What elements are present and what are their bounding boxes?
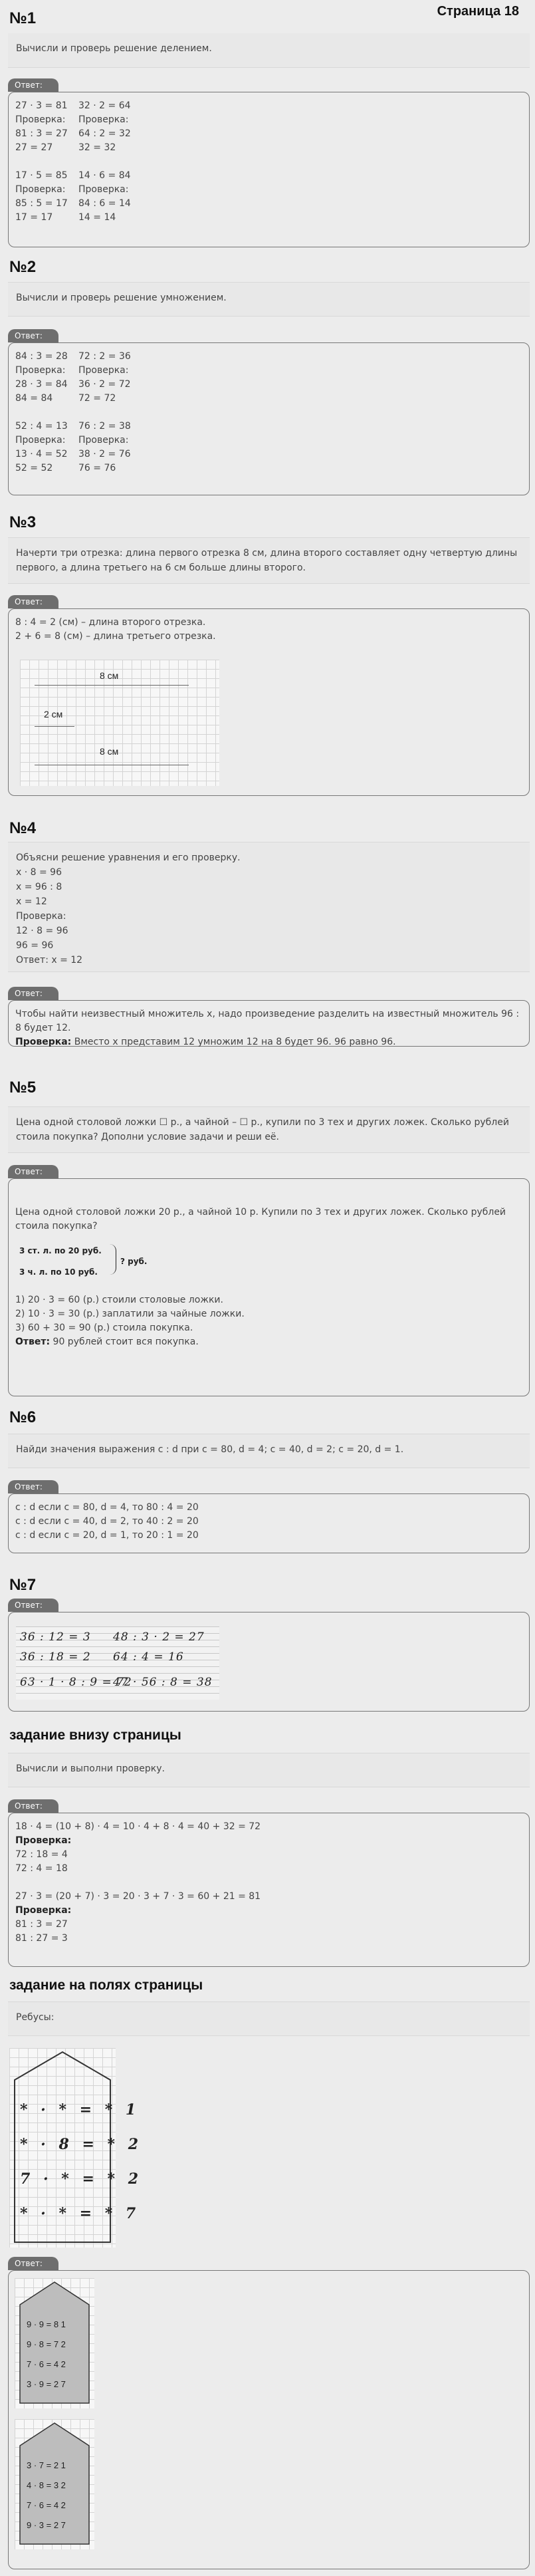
task-5-brief-line-1: 3 ст. л. по 20 руб. xyxy=(19,1246,102,1255)
task-6-answer xyxy=(8,1493,530,1553)
task-8-line-1: 18 · 4 = (10 + 8) · 4 = 10 · 4 + 8 · 4 = 40 + 32 = 72 xyxy=(15,1821,261,1832)
task-8-check-2: Проверка: xyxy=(15,1905,72,1916)
rebus-row-4: * · * = * 7 xyxy=(20,2205,140,2222)
t2-row xyxy=(15,350,522,364)
task-5-brief-question: ? руб. xyxy=(120,1257,148,1266)
task-4-check-text: Вместо x представим 12 умножим 12 на 8 будет 96. 96 равно 96. xyxy=(71,1037,396,1047)
task-3-question-text: Начерти три отрезка: длина первого отрезка 8 см, длина второго составляет одну четвертую длины первого, а длина третьего на 6 см больше длины второго. xyxy=(16,548,518,573)
brace-icon xyxy=(110,1244,116,1275)
t1-cell: Проверка: xyxy=(15,184,66,195)
task-8-line-5: 81 : 3 = 27 xyxy=(15,1919,68,1930)
answer-2-row-1: 3 · 7 = 2 1 xyxy=(27,2460,66,2470)
task-8-answer xyxy=(8,1813,530,1967)
task-2-answer xyxy=(8,342,530,495)
t1-row xyxy=(15,113,522,127)
task-8-question-text: Вычисли и выполни проверку. xyxy=(16,1763,165,1774)
task-8-line-3: 72 : 4 = 18 xyxy=(15,1863,68,1874)
t1-row xyxy=(15,141,522,155)
task-4-question-line: 96 = 96 xyxy=(16,940,54,951)
t2-cell: 28 · 3 = 84 xyxy=(15,379,68,390)
hw-row-1b: 48 : 3 · 2 = 27 xyxy=(113,1630,205,1644)
segment-1-label: 8 см xyxy=(100,670,119,681)
t2-row xyxy=(15,378,522,392)
t2-cell: 76 = 76 xyxy=(78,463,116,473)
task-2-heading: №2 xyxy=(9,258,37,276)
task-8-line-6: 81 : 27 = 3 xyxy=(15,1933,68,1944)
page-title: Страница 18 xyxy=(437,4,519,19)
rebus-row-2: * · 8 = * 2 xyxy=(20,2136,143,2153)
answer-2-row-4: 9 · 3 = 2 7 xyxy=(27,2520,66,2530)
task-5-brief-line-2: 3 ч. л. по 10 руб. xyxy=(19,1267,98,1277)
task-4-question-line: Проверка: xyxy=(16,911,66,922)
answer-2-row-3: 7 · 6 = 4 2 xyxy=(27,2500,66,2510)
answer-tag: Ответ: xyxy=(8,1480,58,1493)
t2-cell: 52 = 52 xyxy=(15,463,53,473)
task-6-question-text: Найди значения выражения c : d при c = 80, d = 4; c = 40, d = 2; c = 20, d = 1. xyxy=(16,1444,404,1455)
task-9-question xyxy=(8,2001,530,2036)
t1-cell: 14 = 14 xyxy=(78,212,116,223)
task-4-question-line: x = 96 : 8 xyxy=(16,882,62,892)
t2-cell: 52 : 4 = 13 xyxy=(15,421,68,432)
answer-tag: Ответ: xyxy=(8,1165,58,1178)
task-4-heading: №4 xyxy=(9,819,37,837)
task-3-heading: №3 xyxy=(9,513,37,531)
t2-cell: 84 : 3 = 28 xyxy=(15,351,68,362)
t2-row xyxy=(15,406,522,420)
t2-cell: Проверка: xyxy=(15,435,66,446)
t2-row xyxy=(15,434,522,448)
t2-cell: 36 · 2 = 72 xyxy=(78,379,131,390)
segment-2-label: 2 см xyxy=(44,709,63,719)
t1-cell: 17 = 17 xyxy=(15,212,53,223)
t2-row xyxy=(15,461,522,475)
t1-cell: 84 : 6 = 14 xyxy=(78,198,131,209)
answer-1-row-1: 9 · 9 = 8 1 xyxy=(27,2319,66,2329)
answer-1-row-4: 3 · 9 = 2 7 xyxy=(27,2379,66,2389)
t1-cell: 27 · 3 = 81 xyxy=(15,100,68,111)
task-1-question-text: Вычисли и проверь решение делением. xyxy=(16,43,212,54)
task-4-question-line: x · 8 = 96 xyxy=(16,867,62,878)
hw-row-2b: 64 : 4 = 16 xyxy=(113,1650,184,1664)
task-9-heading: задание на полях страницы xyxy=(9,1978,203,1993)
task-9-question-text: Ребусы: xyxy=(16,2012,54,2023)
task-8-heading: задание внизу страницы xyxy=(9,1728,181,1743)
answer-tag: Ответ: xyxy=(8,1799,58,1813)
task-6-line-3: c : d если c = 20, d = 1, то 20 : 1 = 20 xyxy=(15,1530,199,1541)
task-2-question xyxy=(8,282,530,317)
task-4-answer-text: Чтобы найти неизвестный множитель x, надо произведение разделить на известный множитель 96 : 8 будет 12. xyxy=(15,1009,520,1033)
hw-row-1a: 36 : 12 = 3 xyxy=(20,1630,91,1644)
task-5-step-2: 2) 10 · 3 = 30 (р.) заплатили за чайные ложки. xyxy=(15,1309,245,1319)
t1-cell: 64 : 2 = 32 xyxy=(78,128,131,139)
t1-row xyxy=(15,127,522,141)
t2-cell: 13 · 4 = 52 xyxy=(15,449,68,459)
t1-cell: 85 : 5 = 17 xyxy=(15,198,68,209)
task-5-heading: №5 xyxy=(9,1079,37,1096)
t2-cell: 76 : 2 = 38 xyxy=(78,421,131,432)
t1-row xyxy=(15,197,522,211)
task-6-line-1: c : d если c = 80, d = 4, то 80 : 4 = 20 xyxy=(15,1502,199,1513)
task-6-question xyxy=(8,1434,530,1468)
task-4-question-line: Ответ: x = 12 xyxy=(16,955,83,966)
t1-row xyxy=(15,99,522,113)
task-5-brief xyxy=(19,1241,522,1285)
task-4-question xyxy=(8,842,530,972)
answer-1-row-3: 7 · 6 = 4 2 xyxy=(27,2359,66,2369)
answer-tag: Ответ: xyxy=(8,329,58,342)
answer-tag: Ответ: xyxy=(8,2257,58,2270)
rebus-row-3: 7 · * = * 2 xyxy=(20,2170,143,2188)
task-5-question xyxy=(8,1106,530,1153)
task-5-problem: Цена одной столовой ложки 20 р., а чайной 10 р. Купили по 3 тех и других ложек. Сколько рублей стоила покупка? xyxy=(15,1207,506,1231)
t2-cell: 84 = 84 xyxy=(15,393,53,404)
task-2-question-text: Вычисли и проверь решение умножением. xyxy=(16,293,227,303)
task-1-heading: №1 xyxy=(9,9,37,27)
t1-cell: 27 = 27 xyxy=(15,142,53,153)
t2-cell: 72 : 2 = 36 xyxy=(78,351,131,362)
task-6-heading: №6 xyxy=(9,1408,37,1426)
t2-cell: Проверка: xyxy=(78,435,129,446)
t2-cell: Проверка: xyxy=(15,365,66,376)
answer-tag: Ответ: xyxy=(8,78,58,92)
t1-row xyxy=(15,155,522,169)
t2-row xyxy=(15,364,522,378)
answer-tag: Ответ: xyxy=(8,595,58,608)
t1-cell: 32 = 32 xyxy=(78,142,116,153)
answer-tag: Ответ: xyxy=(8,987,58,1000)
t1-cell: 32 · 2 = 64 xyxy=(78,100,131,111)
t1-cell: Проверка: xyxy=(15,114,66,125)
task-5-answer-text: 90 рублей стоит вся покупка. xyxy=(50,1337,199,1347)
segment-2 xyxy=(35,726,74,727)
t1-cell: Проверка: xyxy=(78,114,129,125)
segment-1 xyxy=(35,685,189,686)
task-8-line-2: 72 : 18 = 4 xyxy=(15,1849,68,1860)
task-8-check-1: Проверка: xyxy=(15,1835,72,1846)
t2-cell: 72 = 72 xyxy=(78,393,116,404)
answer-tag: Ответ: xyxy=(8,1599,58,1612)
t1-row xyxy=(15,169,522,183)
hw-row-3a: 63 · 1 · 8 : 9 = 72 xyxy=(20,1676,132,1689)
rebus-row-1: * · * = * 1 xyxy=(20,2101,140,2119)
hw-row-3b: 47 · 56 : 8 = 38 xyxy=(113,1676,213,1689)
t1-row xyxy=(15,211,522,225)
task-1-answer xyxy=(8,92,530,247)
task-4-question-line: Объясни решение уравнения и его проверку. xyxy=(16,852,241,863)
task-4-question-line: x = 12 xyxy=(16,896,47,907)
task-5-question-text: Цена одной столовой ложки ☐ р., а чайной – ☐ р., купили по 3 тех и других ложек. Сколько рублей стоила покупка? Дополни условие задачи и реши её. xyxy=(16,1117,509,1142)
hw-row-2a: 36 : 18 = 2 xyxy=(20,1650,91,1664)
answer-2-row-2: 4 · 8 = 3 2 xyxy=(27,2480,66,2490)
task-8-line-4: 27 · 3 = (20 + 7) · 3 = 20 · 3 + 7 · 3 = 60 + 21 = 81 xyxy=(15,1891,261,1902)
t1-row xyxy=(15,183,522,197)
task-3-line-1: 8 : 4 = 2 (см) – длина второго отрезка. xyxy=(15,617,206,628)
t2-row xyxy=(15,448,522,461)
t2-cell: Проверка: xyxy=(78,365,129,376)
task-4-answer xyxy=(8,1000,530,1047)
task-8-question xyxy=(8,1753,530,1787)
task-7-heading: №7 xyxy=(9,1576,37,1594)
t1-cell: 14 · 6 = 84 xyxy=(78,170,131,181)
t2-row xyxy=(15,392,522,406)
task-4-check-label: Проверка: xyxy=(15,1037,72,1047)
task-5-step-1: 1) 20 · 3 = 60 (р.) стоили столовые ложки. xyxy=(15,1295,223,1305)
answer-1-row-2: 9 · 8 = 7 2 xyxy=(27,2339,66,2349)
task-3-question xyxy=(8,537,530,584)
t2-row xyxy=(15,420,522,434)
t1-cell: 81 : 3 = 27 xyxy=(15,128,68,139)
task-1-question xyxy=(8,33,530,68)
task-5-answer xyxy=(8,1178,530,1396)
task-3-line-2: 2 + 6 = 8 (см) – длина третьего отрезка. xyxy=(15,631,216,642)
task-6-line-2: c : d если c = 40, d = 2, то 40 : 2 = 20 xyxy=(15,1516,199,1527)
segment-3-label: 8 см xyxy=(100,746,119,757)
segment-grid xyxy=(20,660,219,786)
task-5-answer-label: Ответ: xyxy=(15,1337,51,1347)
task-4-question-line: 12 · 8 = 96 xyxy=(16,926,68,936)
task-5-step-3: 3) 60 + 30 = 90 (р.) стоила покупка. xyxy=(15,1323,193,1333)
t1-cell: 17 · 5 = 85 xyxy=(15,170,68,181)
t2-cell: 38 · 2 = 76 xyxy=(78,449,131,459)
t1-cell: Проверка: xyxy=(78,184,129,195)
